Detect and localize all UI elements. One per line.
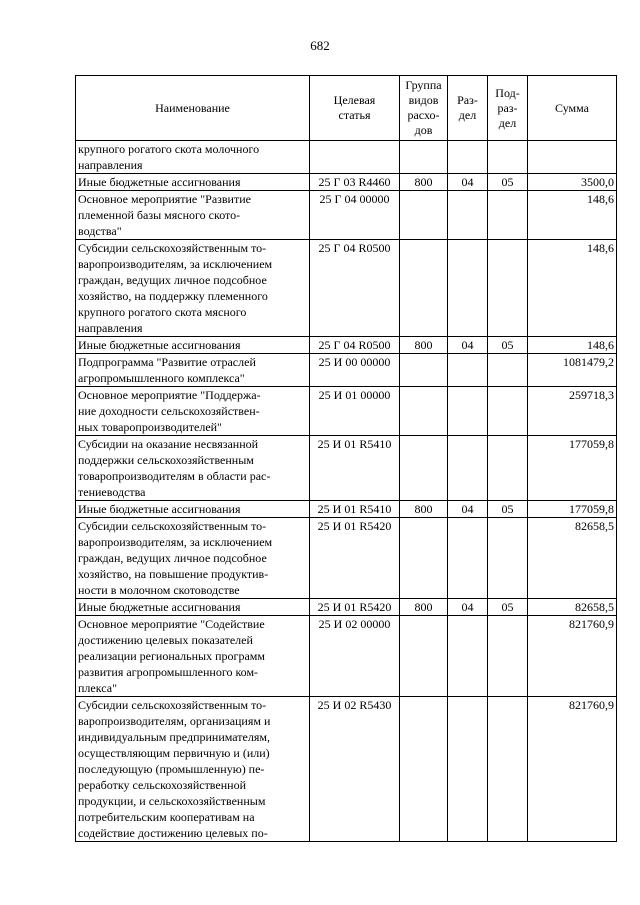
row-name-cell: [76, 501, 310, 518]
row-article-cell: 25 Г 03 R4460: [310, 174, 400, 191]
row-name-line: осуществляющим первичную и (или): [78, 746, 270, 760]
row-name-cell: [76, 387, 310, 436]
row-subsection-cell: [488, 616, 528, 697]
header-article: Целевая статья: [310, 76, 400, 141]
row-name-line: ности в молочном скотоводстве: [78, 583, 240, 597]
row-name-cell: [76, 337, 310, 354]
row-section-cell: [448, 141, 488, 174]
row-section-cell: 04: [448, 174, 488, 191]
row-group-cell: [400, 387, 448, 436]
row-name-line: товаропроизводителям в области рас-: [78, 469, 271, 483]
row-group-cell: [400, 141, 448, 174]
table-row: [76, 599, 617, 616]
row-name-cell: [76, 616, 310, 697]
row-sum-cell: 148,6: [528, 240, 617, 337]
row-name-line: развития агропромышленного ком-: [78, 665, 259, 679]
table-row: [76, 387, 617, 436]
row-sum-cell: 82658,5: [528, 518, 617, 599]
row-name-line: Субсидии сельскохозяйственным то-: [78, 241, 267, 255]
row-article-cell: 25 И 01 R5420: [310, 599, 400, 616]
row-name-line: тениеводства: [78, 485, 146, 499]
row-sum-cell: 177059,8: [528, 501, 617, 518]
row-group-cell: 800: [400, 501, 448, 518]
row-article-cell: 25 И 01 R5410: [310, 436, 400, 501]
table-row: [76, 697, 617, 842]
row-name-line: хозяйство, на повышение продуктив-: [78, 567, 269, 581]
header-subsection: Под- раз- дел: [488, 76, 528, 141]
table-row: [76, 174, 617, 191]
row-section-cell: 04: [448, 501, 488, 518]
table-row: [76, 501, 617, 518]
row-article-cell: 25 Г 04 00000: [310, 191, 400, 240]
row-sum-cell: 177059,8: [528, 436, 617, 501]
row-name-line: водства": [78, 224, 122, 238]
row-subsection-cell: [488, 354, 528, 387]
row-group-cell: 800: [400, 174, 448, 191]
row-name-line: варопроизводителям, организациям и: [78, 714, 271, 728]
row-name-cell: [76, 518, 310, 599]
row-group-cell: [400, 436, 448, 501]
row-section-cell: 04: [448, 337, 488, 354]
row-name-line: Иные бюджетные ассигнования: [78, 502, 241, 516]
row-section-cell: [448, 436, 488, 501]
row-name-line: поддержки сельскохозяйственным: [78, 453, 254, 467]
row-group-cell: 800: [400, 599, 448, 616]
row-article-cell: 25 И 01 R5420: [310, 518, 400, 599]
row-article-cell: 25 И 02 00000: [310, 616, 400, 697]
header-sum: Сумма: [528, 76, 617, 141]
row-name-cell: [76, 191, 310, 240]
row-group-cell: [400, 240, 448, 337]
row-sum-cell: 1081479,2: [528, 354, 617, 387]
row-section-cell: [448, 191, 488, 240]
row-name-line: направления: [78, 158, 143, 172]
row-section-cell: 04: [448, 599, 488, 616]
header-section: Раз- дел: [448, 76, 488, 141]
row-article-cell: 25 Г 04 R0500: [310, 337, 400, 354]
row-section-cell: [448, 697, 488, 842]
row-name-line: направления: [78, 321, 143, 335]
row-sum-cell: [528, 141, 617, 174]
row-name-line: достижению целевых показателей: [78, 633, 253, 647]
row-sum-cell: 82658,5: [528, 599, 617, 616]
row-name-line: реработку сельскохозяйственной: [78, 778, 246, 792]
row-name-line: Иные бюджетные ассигнования: [78, 175, 241, 189]
row-article-cell: 25 И 00 00000: [310, 354, 400, 387]
row-name-cell: [76, 141, 310, 174]
row-group-cell: [400, 697, 448, 842]
table-header-row: [76, 76, 617, 141]
row-sum-cell: 148,6: [528, 337, 617, 354]
row-name-line: варопроизводителям, за исключением: [78, 257, 273, 271]
table-row: [76, 436, 617, 501]
budget-table: [75, 75, 617, 842]
row-subsection-cell: 05: [488, 174, 528, 191]
row-article-cell: [310, 141, 400, 174]
row-name-line: Основное мероприятие "Развитие: [78, 192, 251, 206]
row-name-line: хозяйство, на поддержку племенного: [78, 289, 268, 303]
row-name-cell: [76, 697, 310, 842]
row-group-cell: [400, 191, 448, 240]
row-subsection-cell: [488, 518, 528, 599]
row-name-line: реализации региональных программ: [78, 649, 265, 663]
row-name-line: индивидуальным предпринимателям,: [78, 730, 270, 744]
row-name-line: Основное мероприятие "Содействие: [78, 617, 265, 631]
row-name-line: Субсидии на оказание несвязанной: [78, 437, 259, 451]
row-section-cell: [448, 518, 488, 599]
row-section-cell: [448, 240, 488, 337]
row-name-line: продукции, и сельскохозяйственным: [78, 794, 266, 808]
row-name-line: агропромышленного комплекса": [78, 371, 245, 385]
row-section-cell: [448, 616, 488, 697]
header-group: Группа видов расхо- дов: [400, 76, 448, 141]
row-name-line: потребительским кооперативам на: [78, 810, 255, 824]
row-name-line: граждан, ведущих личное подсобное: [78, 551, 267, 565]
table-row: [76, 141, 617, 174]
row-name-line: Субсидии сельскохозяйственным то-: [78, 519, 267, 533]
row-name-line: ние доходности сельскохозяйствен-: [78, 404, 260, 418]
row-name-line: последующую (промышленную) пе-: [78, 762, 265, 776]
row-sum-cell: 148,6: [528, 191, 617, 240]
row-name-line: ных товаропроизводителей": [78, 420, 222, 434]
row-section-cell: [448, 354, 488, 387]
row-name-cell: [76, 354, 310, 387]
row-subsection-cell: [488, 387, 528, 436]
row-name-line: Основное мероприятие "Поддержа-: [78, 388, 261, 402]
row-subsection-cell: [488, 191, 528, 240]
row-subsection-cell: [488, 697, 528, 842]
row-name-line: племенной базы мясного ското-: [78, 208, 241, 222]
header-name: Наименование: [76, 76, 310, 141]
row-sum-cell: 259718,3: [528, 387, 617, 436]
row-group-cell: 800: [400, 337, 448, 354]
row-article-cell: 25 И 01 00000: [310, 387, 400, 436]
row-article-cell: 25 Г 04 R0500: [310, 240, 400, 337]
row-name-line: граждан, ведущих личное подсобное: [78, 273, 267, 287]
table-row: [76, 354, 617, 387]
row-article-cell: 25 И 01 R5410: [310, 501, 400, 518]
row-subsection-cell: 05: [488, 599, 528, 616]
row-article-cell: 25 И 02 R5430: [310, 697, 400, 842]
row-sum-cell: 3500,0: [528, 174, 617, 191]
row-name-line: Иные бюджетные ассигнования: [78, 338, 241, 352]
row-name-line: крупного рогатого скота мясного: [78, 305, 247, 319]
row-subsection-cell: 05: [488, 337, 528, 354]
row-subsection-cell: 05: [488, 501, 528, 518]
table-row: [76, 518, 617, 599]
row-name-line: варопроизводителям, за исключением: [78, 535, 273, 549]
table-row: [76, 337, 617, 354]
row-name-cell: [76, 174, 310, 191]
row-name-line: содействие достижению целевых по-: [78, 826, 268, 840]
row-group-cell: [400, 354, 448, 387]
row-section-cell: [448, 387, 488, 436]
table-row: [76, 616, 617, 697]
row-group-cell: [400, 616, 448, 697]
row-name-cell: [76, 240, 310, 337]
row-subsection-cell: [488, 141, 528, 174]
row-name-line: Подпрограмма "Развитие отраслей: [78, 355, 256, 369]
row-subsection-cell: [488, 240, 528, 337]
row-name-line: плекса": [78, 681, 117, 695]
table-row: [76, 240, 617, 337]
table-row: [76, 191, 617, 240]
row-name-cell: [76, 599, 310, 616]
row-group-cell: [400, 518, 448, 599]
row-name-line: Субсидии сельскохозяйственным то-: [78, 698, 267, 712]
row-sum-cell: 821760,9: [528, 697, 617, 842]
row-subsection-cell: [488, 436, 528, 501]
row-sum-cell: 821760,9: [528, 616, 617, 697]
row-name-line: Иные бюджетные ассигнования: [78, 600, 241, 614]
table-body: [76, 141, 617, 842]
row-name-line: крупного рогатого скота молочного: [78, 142, 260, 156]
row-name-cell: [76, 436, 310, 501]
page-number: 682: [310, 38, 330, 53]
